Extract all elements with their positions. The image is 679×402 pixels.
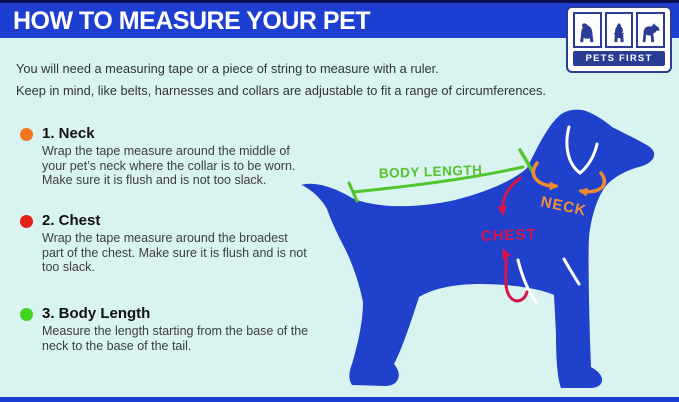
intro-line-1: You will need a measuring tape or a piece of string to measure with a ruler. bbox=[16, 61, 439, 76]
step-2-line-1: Wrap the tape measure around the broadest bbox=[42, 231, 288, 245]
body-length-label: BODY LENGTH bbox=[378, 162, 483, 181]
chest-label: CHEST bbox=[480, 226, 537, 245]
logo-wordmark: PETS FIRST bbox=[573, 51, 665, 66]
dog-silhouette bbox=[301, 110, 654, 388]
step-1-line-2: your pet’s neck where the collar is to be worn. bbox=[42, 158, 296, 173]
neck-label: NECK bbox=[539, 193, 589, 220]
step-3-line-1: Measure the length starting from the base of the bbox=[42, 324, 309, 338]
page-title: HOW TO MEASURE YOUR PET bbox=[13, 7, 371, 35]
intro-line-2: Keep in mind, like belts, harnesses and collars are adjustable to fit a range of circumferences. bbox=[16, 82, 546, 98]
step-1-line-1: Wrap the tape measure around the middle of bbox=[42, 144, 290, 158]
step-2-line-2: part of the chest. Make sure it is flush and is not bbox=[42, 245, 307, 260]
step-3-title: 3. Body Length bbox=[42, 305, 151, 322]
step-2-line-3: too slack. bbox=[42, 260, 95, 275]
step-3-line-2: neck to the base of the tail. bbox=[42, 338, 192, 353]
bottom-border-strip bbox=[0, 397, 679, 402]
step-1-line-3: Make sure it is flush and is not too slack. bbox=[42, 173, 267, 188]
step-2-title: 2. Chest bbox=[42, 212, 101, 229]
step-1-title: 1. Neck bbox=[42, 125, 95, 142]
